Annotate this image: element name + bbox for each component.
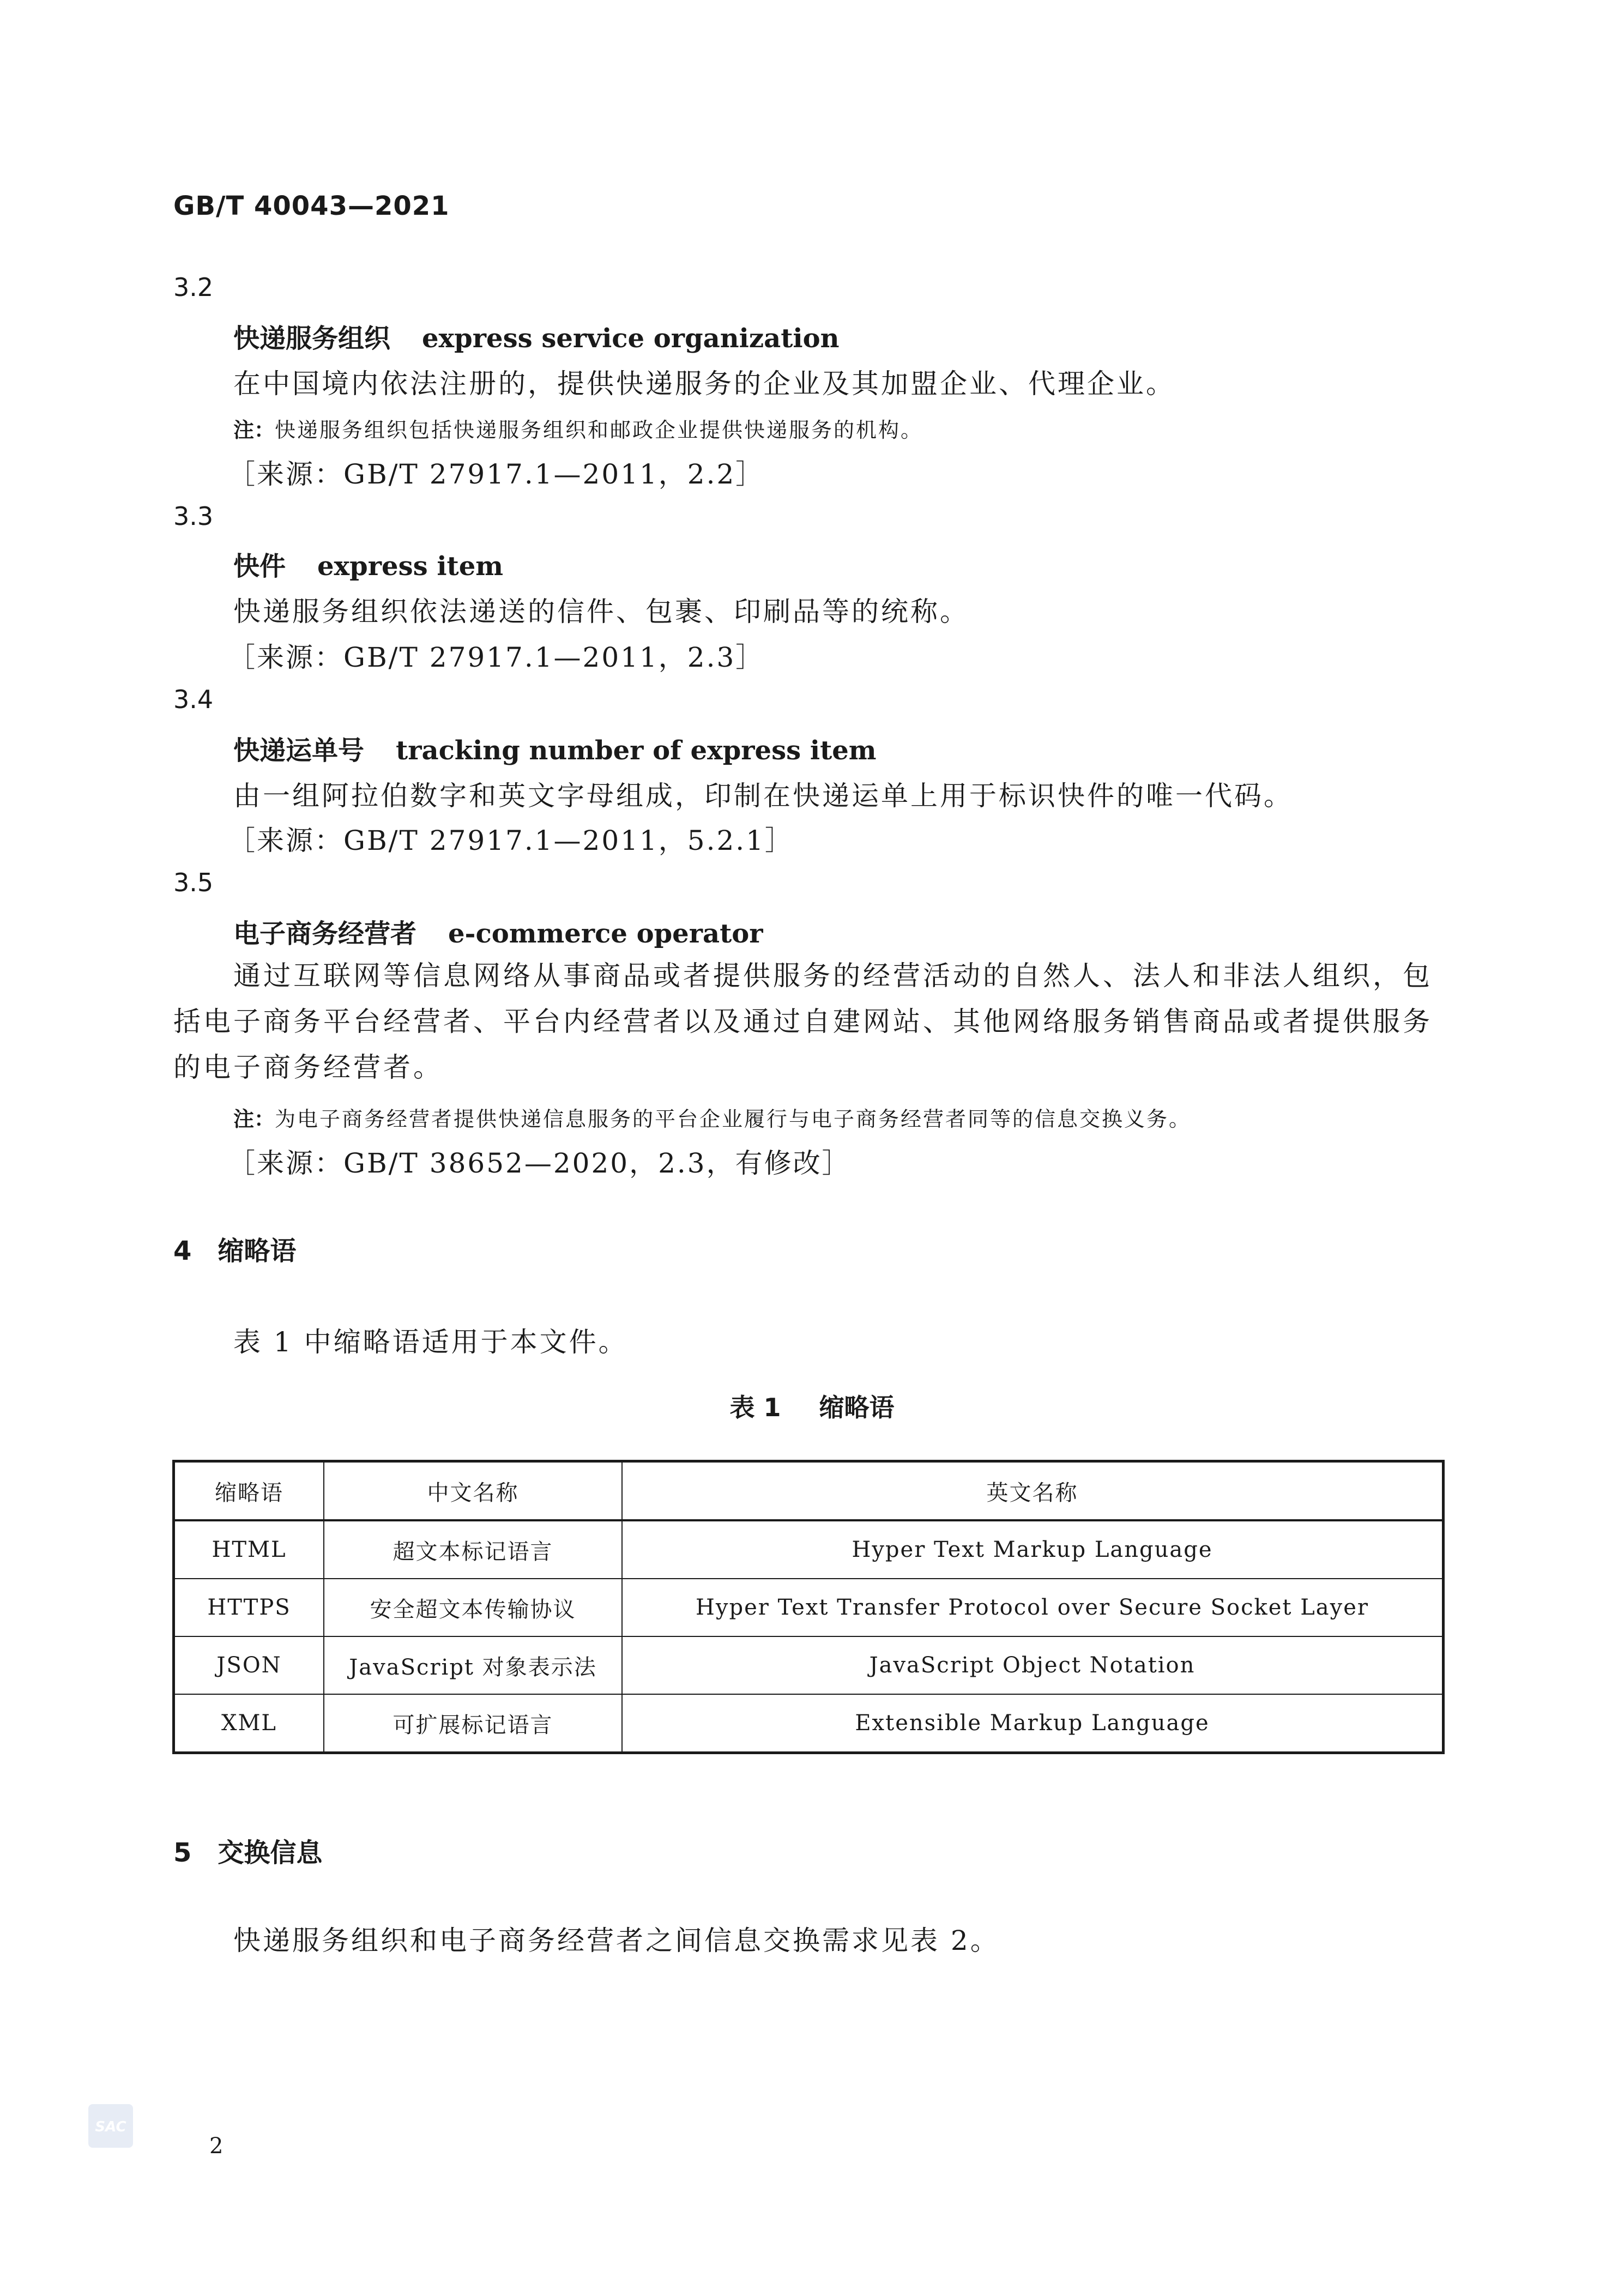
cell-abbr: JSON — [174, 1636, 324, 1694]
abbreviation-table — [172, 1460, 1445, 1754]
section-number: 5 — [173, 1838, 192, 1868]
column-header-en: 英文名称 — [622, 1461, 1444, 1521]
logo-text: SAC — [95, 2119, 126, 2135]
term-zh: 电子商务经营者 — [233, 919, 417, 949]
table-row — [174, 1520, 1444, 1579]
term-heading — [233, 729, 877, 767]
cell-en: JavaScript Object Notation — [622, 1636, 1444, 1694]
page-number: 2 — [209, 2134, 224, 2159]
cell-en: Hyper Text Transfer Protocol over Secure Socket Layer — [622, 1579, 1444, 1636]
section-intro: 表 1 中缩略语适用于本文件。 — [233, 1326, 628, 1358]
cell-en: Hyper Text Markup Language — [622, 1520, 1444, 1579]
term-number: 3.4 — [173, 685, 214, 714]
cell-zh: 超文本标记语言 — [324, 1520, 622, 1579]
cell-zh: JavaScript 对象表示法 — [324, 1636, 622, 1694]
term-source: ［来源：GB/T 38652—2020，2.3，有修改］ — [228, 1147, 851, 1179]
term-definition: 由一组阿拉伯数字和英文字母组成，印制在快递运单上用于标识快件的唯一代码。 — [233, 780, 1293, 812]
term-definition: 在中国境内依法注册的，提供快递服务的企业及其加盟企业、代理企业。 — [233, 368, 1175, 400]
table-caption — [0, 1388, 1624, 1424]
term-zh: 快递服务组织 — [233, 323, 391, 354]
section-heading — [173, 1832, 322, 1869]
section-number: 4 — [173, 1236, 192, 1266]
note-text: 为电子商务经营者提供快递信息服务的平台企业履行与电子商务经营者同等的信息交换义务。 — [275, 1107, 1192, 1131]
term-number: 3.5 — [173, 868, 214, 897]
table-row — [174, 1579, 1444, 1636]
term-number: 3.3 — [173, 502, 214, 531]
term-en: tracking number of express item — [396, 735, 877, 766]
section-text: 快递服务组织和电子商务经营者之间信息交换需求见表 2。 — [233, 1925, 1000, 1956]
term-number: 3.2 — [173, 273, 214, 302]
cell-en: Extensible Markup Language — [622, 1694, 1444, 1753]
term-heading — [233, 317, 840, 355]
note-label: 注： — [233, 1107, 275, 1131]
table-row — [174, 1636, 1444, 1694]
cell-zh: 安全超文本传输协议 — [324, 1579, 622, 1636]
column-header-abbr: 缩略语 — [174, 1461, 324, 1521]
term-definition: 通过互联网等信息网络从事商品或者提供服务的经营活动的自然人、法人和非法人组织，包括电子商务平台经营者、平台内经营者以及通过自建网站、其他网络服务销售商品或者提供服务的电子商务经营者。 — [173, 960, 1433, 1083]
column-header-zh: 中文名称 — [324, 1461, 622, 1521]
table-title: 缩略语 — [819, 1393, 895, 1422]
sac-logo-icon — [88, 2104, 133, 2148]
section-heading — [173, 1230, 296, 1267]
term-note — [233, 413, 923, 443]
term-en: e-commerce operator — [448, 919, 763, 949]
term-source: ［来源：GB/T 27917.1—2011，2.2］ — [228, 458, 765, 490]
document-header: GB/T 40043—2021 — [173, 191, 450, 221]
table-header-row — [174, 1461, 1444, 1521]
cell-zh: 可扩展标记语言 — [324, 1694, 622, 1753]
note-label: 注： — [233, 418, 275, 442]
term-source: ［来源：GB/T 27917.1—2011，5.2.1］ — [228, 825, 794, 856]
term-definition: 快递服务组织依法递送的信件、包裹、印刷品等的统称。 — [233, 596, 969, 627]
note-text: 快递服务组织包括快递服务组织和邮政企业提供快递服务的机构。 — [275, 418, 923, 442]
cell-abbr: HTTPS — [174, 1579, 324, 1636]
term-en: express item — [317, 551, 504, 582]
term-source: ［来源：GB/T 27917.1—2011，2.3］ — [228, 642, 765, 673]
cell-abbr: XML — [174, 1694, 324, 1753]
table-number: 表 1 — [729, 1393, 781, 1422]
term-heading — [233, 913, 763, 950]
term-en: express service organization — [422, 323, 840, 354]
term-zh: 快件 — [233, 551, 286, 582]
table-row — [174, 1694, 1444, 1753]
section-title: 缩略语 — [218, 1236, 297, 1266]
cell-abbr: HTML — [174, 1520, 324, 1579]
term-note — [233, 1102, 1191, 1132]
term-heading — [233, 545, 503, 583]
term-zh: 快递运单号 — [233, 735, 365, 766]
section-title: 交换信息 — [218, 1838, 323, 1868]
